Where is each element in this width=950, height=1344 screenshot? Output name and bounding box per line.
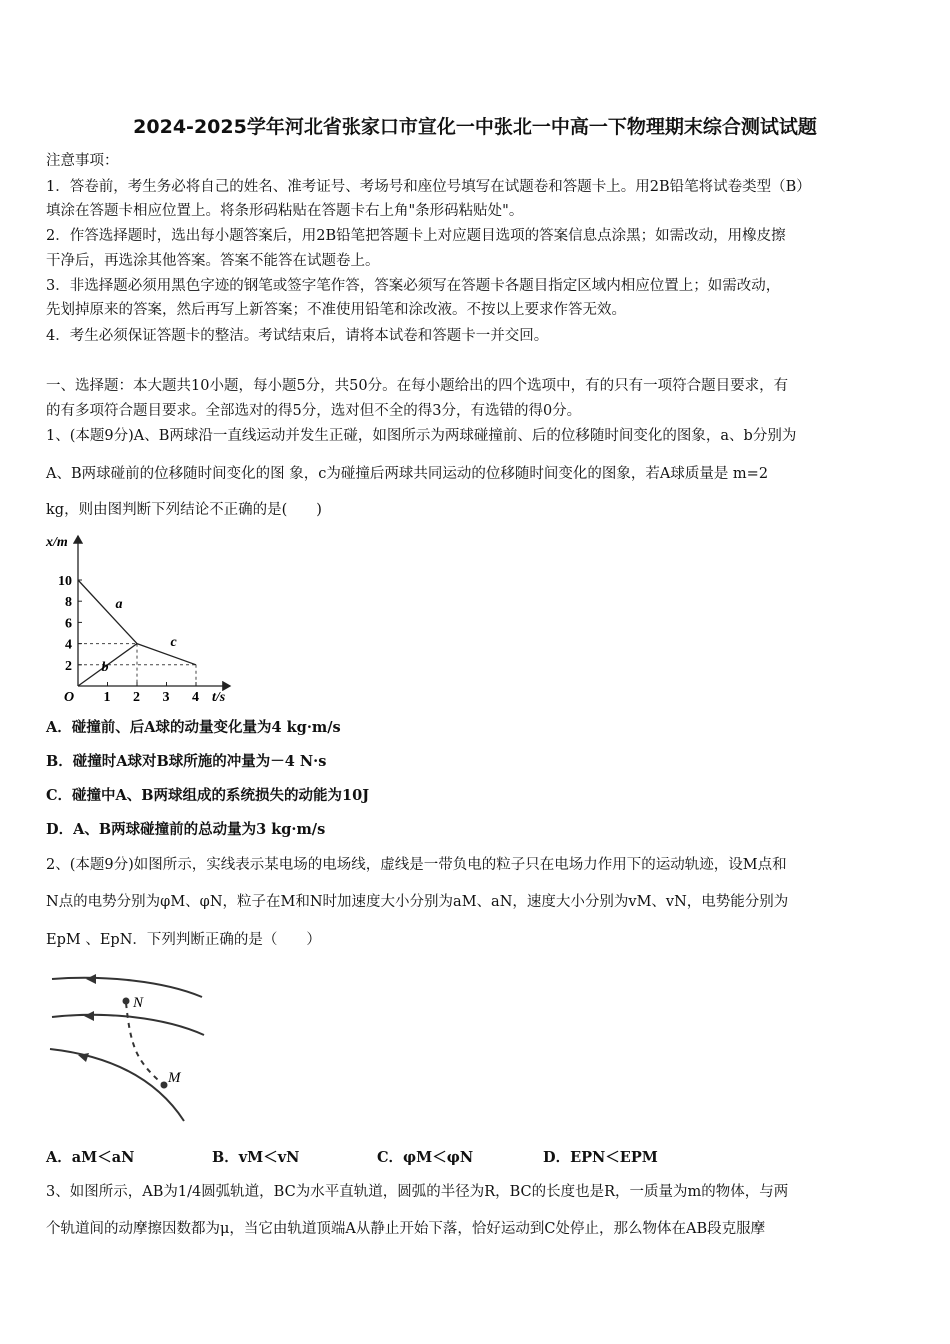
notice-line-4: 干净后，再选涂其他答案。答案不能答在试题卷上。: [46, 253, 380, 269]
section-intro-line-2: 的有多项符合题目要求。全部选对的得5分，选对但不全的得3分，有选错的得0分。: [46, 403, 582, 419]
q3-stem-line-2: 个轨道间的动摩擦因数都为μ，当它由轨道顶端A从静止开始下落，恰好运动到C处停止，那么物体在AB段克服摩: [46, 1221, 766, 1237]
q1-stem-line-1: 1、(本题9分)A、B两球沿一直线运动并发生正碰，如图所示为两球碰撞前、后的位移随时间变化的图象，a、b分别为: [46, 428, 797, 444]
x-tick-label: 1: [103, 690, 111, 705]
q1-stem-line-2: A、B两球碰前的位移随时间变化的图 象，c为碰撞后两球共同运动的位移随时间变化的图象，若A球质量是 m=2: [46, 466, 769, 482]
point-m: [161, 1082, 168, 1089]
notice-line-1: 1．答卷前，考生务必将自己的姓名、准考证号、考场号和座位号填写在试题卷和答题卡上。用2B铅笔将试卷类型（B）: [46, 179, 811, 195]
x-tick-label: 2: [133, 690, 140, 705]
q2-option-c: C．φM＜φN: [377, 1149, 474, 1166]
y-tick-label: 4: [65, 637, 72, 653]
series-label-a: a: [115, 596, 123, 612]
y-axis-label: x/m: [46, 535, 68, 550]
q2-stem-line-3: EpM 、EpN．下列判断正确的是（ ）: [46, 932, 321, 948]
notice-line-2: 填涂在答题卡相应位置上。将条形码粘贴在答题卡右上角"条形码粘贴处"。: [46, 203, 524, 219]
notice-heading: 注意事项：: [46, 153, 119, 169]
q2-field-figure: [44, 965, 214, 1125]
x-axis-label: t/s: [212, 690, 226, 705]
q2-option-b: B．vM＜vN: [212, 1149, 300, 1166]
field-arrow-1: [86, 974, 96, 984]
q2-option-a: A．aM＜aN: [46, 1149, 135, 1166]
field-arrow-2: [84, 1011, 94, 1021]
label-n: N: [133, 995, 144, 1011]
y-tick-label: 10: [58, 574, 72, 589]
q1-stem-line-3: kg，则由图判断下列结论不正确的是( ): [46, 502, 322, 518]
series-line-a: [78, 580, 137, 644]
field-line-1: [52, 978, 202, 997]
y-tick-label: 2: [65, 658, 72, 674]
origin-label: O: [64, 690, 75, 705]
x-tick-label: 4: [192, 690, 199, 705]
y-tick-label: 8: [65, 595, 72, 611]
q3-stem-line-1: 3、如图所示，AB为1/4圆弧轨道，BC为水平直轨道，圆弧的半径为R，BC的长度也是R，一质量为m的物体，与两: [46, 1184, 789, 1200]
point-n: [123, 998, 130, 1005]
q1-option-a: A．碰撞前、后A球的动量变化量为4 kg·m/s: [46, 719, 341, 736]
y-tick-label: 6: [65, 616, 72, 632]
section-intro-line-1: 一、选择题：本大题共10小题，每小题5分，共50分。在每小题给出的四个选项中，有的只有一项符合题目要求，有: [46, 378, 789, 394]
series-line-c: [137, 644, 196, 665]
label-m: M: [168, 1070, 181, 1086]
page-title: 2024-2025学年河北省张家口市宣化一中张北一中高一下物理期末综合测试试题: [133, 116, 817, 138]
series-label-c: c: [170, 635, 177, 651]
q1-option-c: C．碰撞中A、B两球组成的系统损失的动能为10J: [46, 787, 370, 804]
q1-option-b: B．碰撞时A球对B球所施的冲量为－4 N·s: [46, 753, 327, 770]
notice-line-3: 2．作答选择题时，选出每小题答案后，用2B铅笔把答题卡上对应题目选项的答案信息点涂黑；如需改动，用橡皮擦: [46, 228, 786, 244]
notice-line-6: 先划掉原来的答案，然后再写上新答案；不准使用铅笔和涂改液。不按以上要求作答无效。: [46, 302, 626, 318]
q2-stem-line-2: N点的电势分别为φM、φN，粒子在M和N时加速度大小分别为aM、aN，速度大小分别为vM、vN，电势能分别为: [46, 894, 789, 910]
series-label-b: b: [101, 659, 109, 675]
notice-line-5: 3．非选择题必须用黑色字迹的钢笔或签字笔作答，答案必须写在答题卡各题目指定区域内相应位置上；如需改动，: [46, 278, 781, 294]
q1-xt-graph: [44, 528, 244, 708]
q1-option-d: D．A、B两球碰撞前的总动量为3 kg·m/s: [46, 821, 326, 838]
q2-option-d: D．EPN＜EPM: [543, 1149, 658, 1166]
x-tick-label: 3: [162, 690, 170, 705]
notice-line-7: 4．考生必须保证答题卡的整洁。考试结束后，请将本试卷和答题卡一并交回。: [46, 328, 549, 344]
q2-stem-line-1: 2、(本题9分)如图所示，实线表示某电场的电场线，虚线是一带负电的粒子只在电场力作用下的运动轨迹，设M点和: [46, 857, 787, 873]
